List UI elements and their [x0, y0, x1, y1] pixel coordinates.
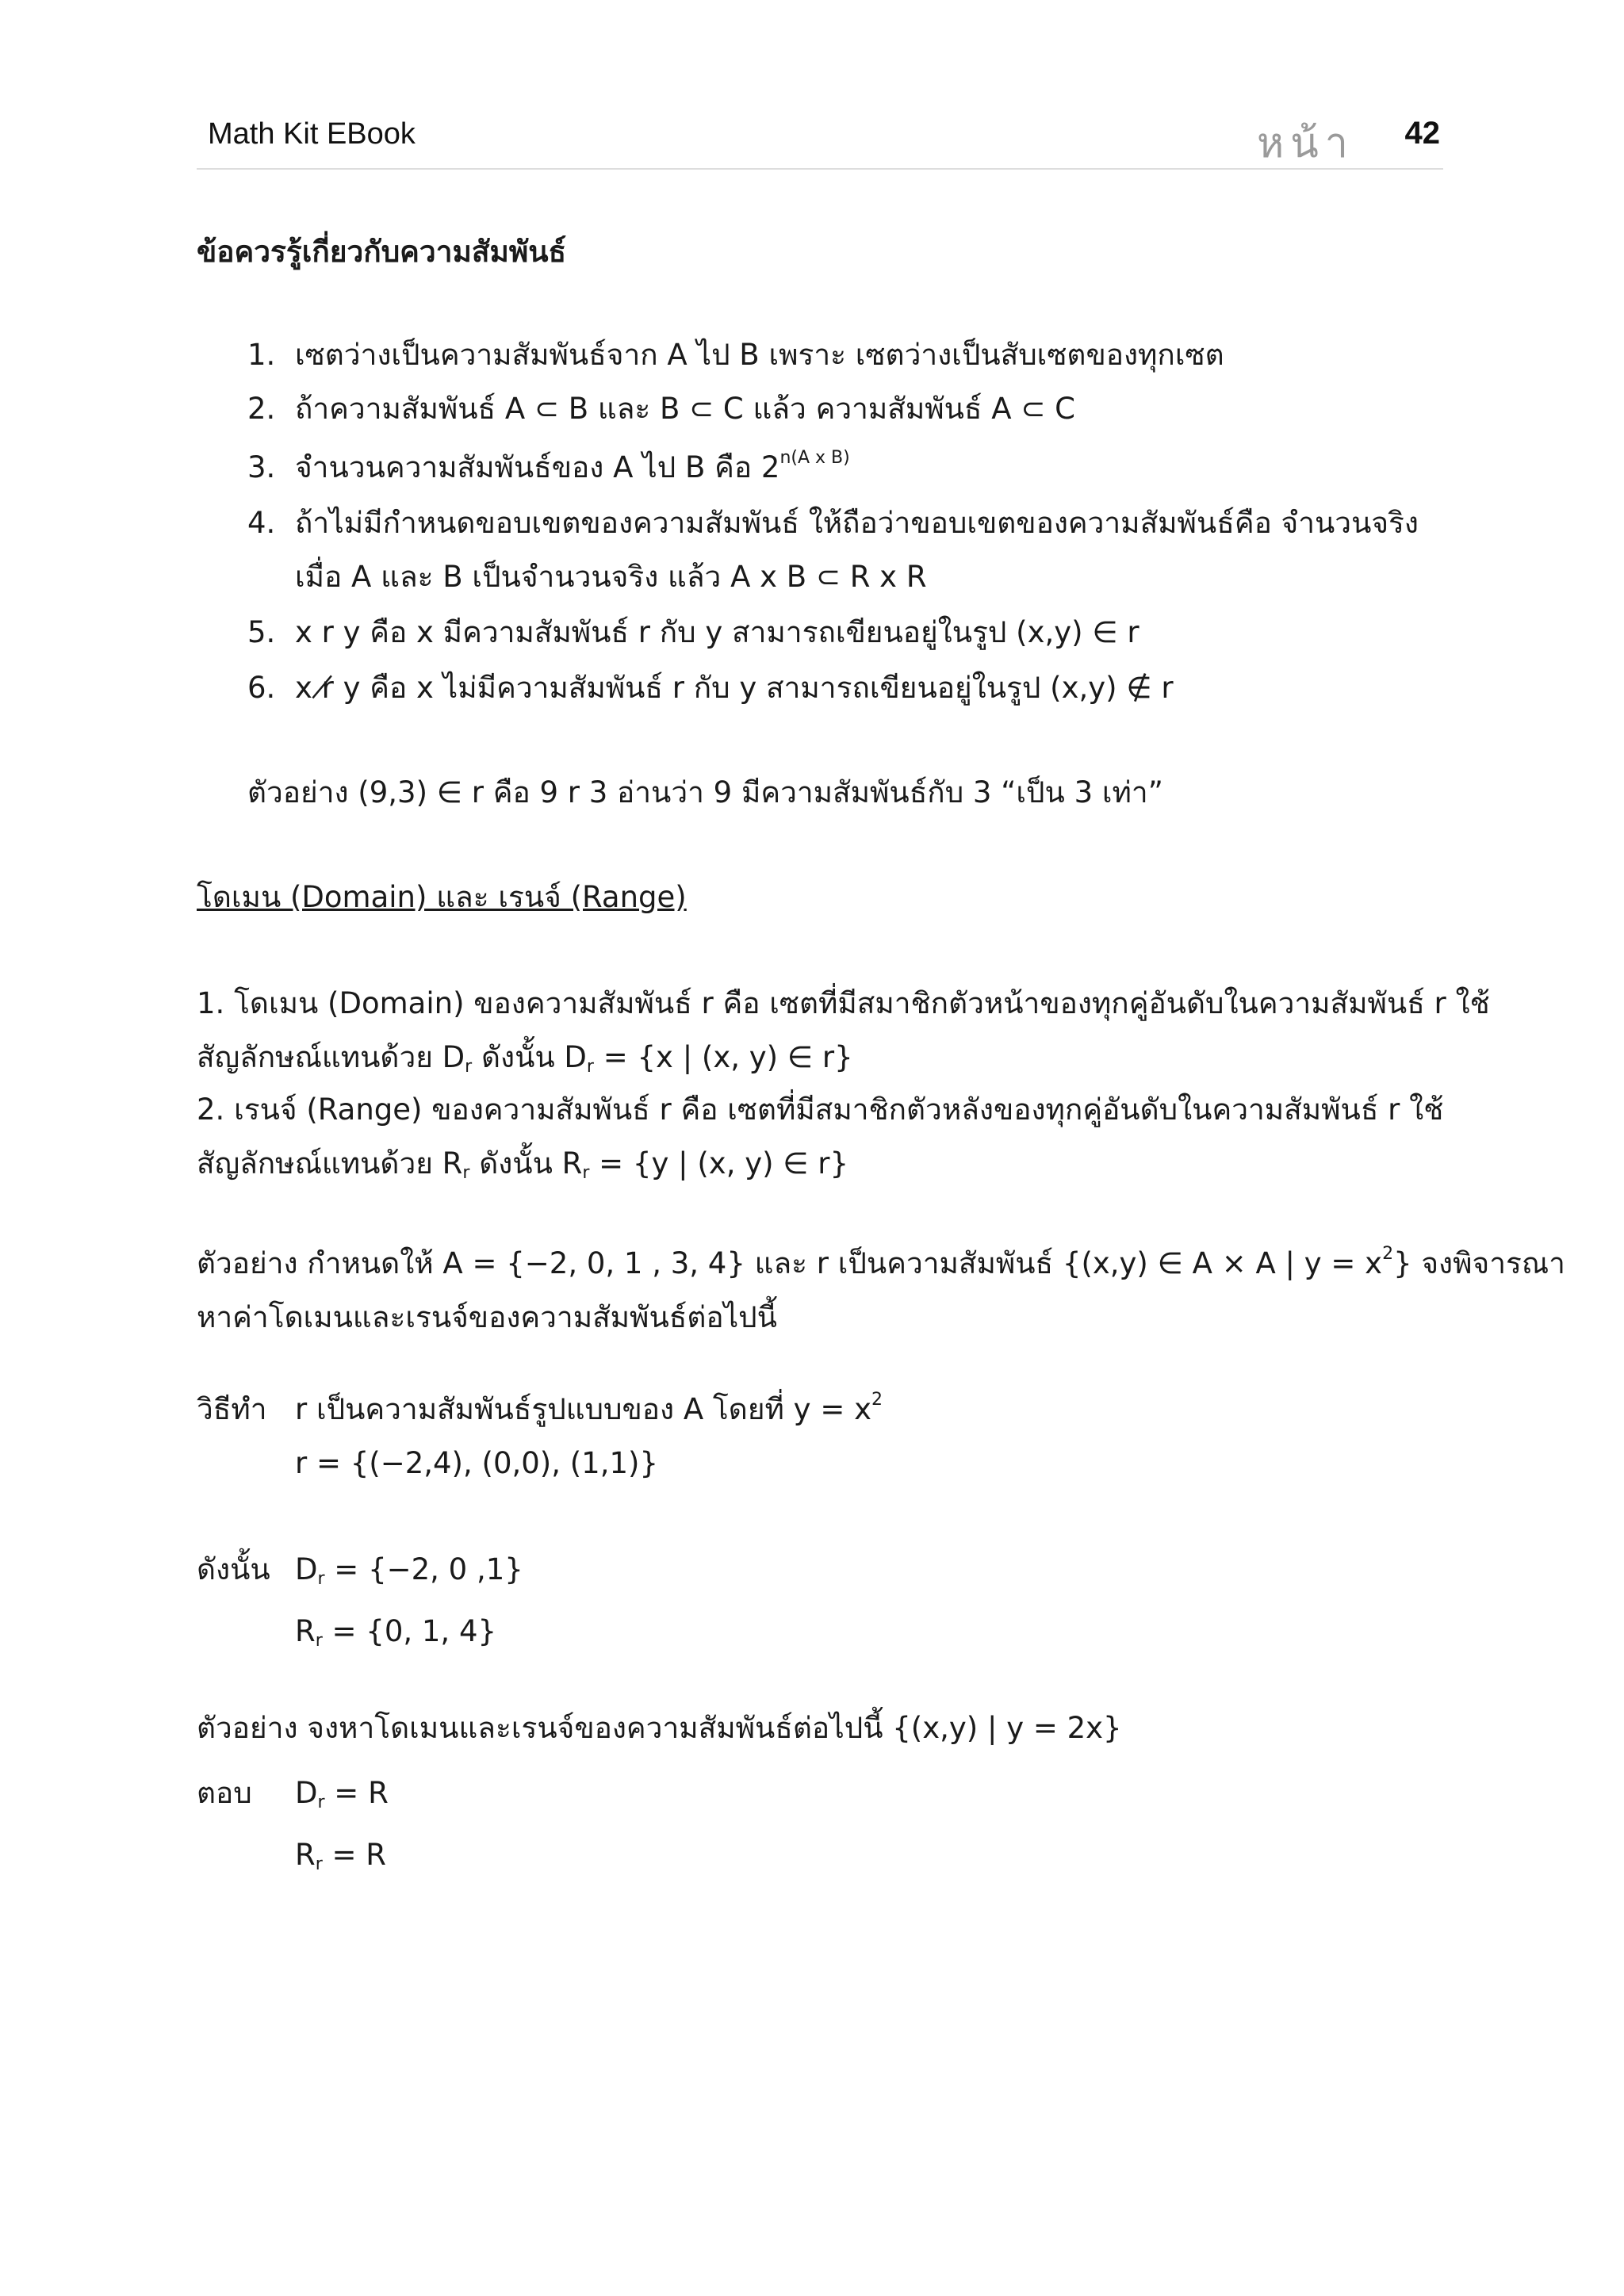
solution-line1: r เป็นความสัมพันธ์รูปแบบของ A โดยที่ $y = x^2$: [295, 1390, 883, 1426]
list-item-text: x r y คือ x มีความสัมพันธ์ r กับ y สามารถเขียนอยู่ในรูป (x,y) ∈ r: [295, 615, 1139, 649]
list-item-number: 3.: [247, 450, 276, 484]
list-item-number: 4.: [247, 506, 276, 540]
list-item-number: 6.: [247, 671, 276, 705]
answer-range: $R_r = R$: [295, 1838, 386, 1874]
section-title-domain-range: โดเมน (Domain) และ เรนจ์ (Range): [197, 880, 687, 914]
list-item-text-continued: เมื่อ A และ B เป็นจำนวนจริง แล้ว A x B ⊂ R x R: [295, 560, 927, 594]
example-text: ตัวอย่าง (9,3) ∈ r คือ 9 r 3 อ่านว่า 9 มีความสัมพันธ์กับ 3 “เป็น 3 เท่า”: [247, 775, 1163, 809]
definition-domain-line1: 1. โดเมน (Domain) ของความสัมพันธ์ r คือ เซตที่มีสมาชิกตัวหน้าของทุกคู่อันดับในความสัมพันธ์ r ใช้: [197, 986, 1490, 1020]
list-item-text: x r̸ y คือ x ไม่มีความสัมพันธ์ r กับ y สามารถเขียนอยู่ในรูป (x,y) ∉ r: [295, 671, 1174, 705]
solution-label: วิธีทำ: [197, 1392, 267, 1426]
page-header: [197, 109, 1443, 170]
brand-title: Math Kit EBook: [208, 117, 416, 151]
page-number: 42: [1404, 116, 1440, 151]
solution-line2: r = {(−2,4), (0,0), (1,1)}: [295, 1446, 659, 1480]
definition-domain-line2: สัญลักษณ์แทนด้วย $D_r$ ดังนั้น $D_r = \{x$ | (x, y) ∈ r}: [197, 1040, 853, 1077]
list-item-number: 1.: [247, 338, 276, 372]
list-item-text: ถ้าความสัมพันธ์ A ⊂ B และ B ⊂ C แล้ว ความสัมพันธ์ A ⊂ C: [295, 392, 1075, 426]
example-domain-range-line1: ตัวอย่าง กำหนดให้ A = {−2, 0, 1 , 3, 4} และ r เป็นความสัมพันธ์ {(x,y) ∈ A × A | $y = x^2$} จงพิจารณา: [197, 1244, 1565, 1280]
therefore-label: ดังนั้น: [197, 1552, 270, 1586]
page-label: หน้า: [1256, 120, 1354, 167]
list-item-number: 2.: [247, 392, 276, 426]
definition-range-line2: สัญลักษณ์แทนด้วย $R_r$ ดังนั้น $R_r = \{y$ | (x, y) ∈ r}: [197, 1146, 849, 1183]
domain-result: $D_r = \{-2$, 0 ,1}: [295, 1552, 523, 1589]
list-item-text: จำนวนความสัมพันธ์ของ A ไป B คือ $2^{n(A x B)}$: [295, 448, 850, 484]
answer-label: ตอบ: [197, 1776, 252, 1810]
list-item-text: เซตว่างเป็นความสัมพันธ์จาก A ไป B เพราะ เซตว่างเป็นสับเซตของทุกเซต: [295, 338, 1224, 372]
range-result: $R_r = \{0$, 1, 4}: [295, 1614, 497, 1651]
list-item-text: ถ้าไม่มีกำหนดขอบเขตของความสัมพันธ์ ให้ถือว่าขอบเขตของความสัมพันธ์คือ จำนวนจริง: [295, 506, 1419, 540]
answer-domain: $D_r = R$: [295, 1776, 389, 1812]
section-title-relation-facts: ข้อควรรู้เกี่ยวกับความสัมพันธ์: [197, 235, 567, 269]
definition-range-line1: 2. เรนจ์ (Range) ของความสัมพันธ์ r คือ เซตที่มีสมาชิกตัวหลังของทุกคู่อันดับในความสัมพันธ์ r ใช้: [197, 1093, 1444, 1127]
example-domain-range-line2: หาค่าโดเมนและเรนจ์ของความสัมพันธ์ต่อไปนี้: [197, 1300, 777, 1334]
list-item-number: 5.: [247, 615, 276, 649]
example2-text: ตัวอย่าง จงหาโดเมนและเรนจ์ของความสัมพันธ์ต่อไปนี้ {(x,y) | y = 2x}: [197, 1711, 1122, 1745]
